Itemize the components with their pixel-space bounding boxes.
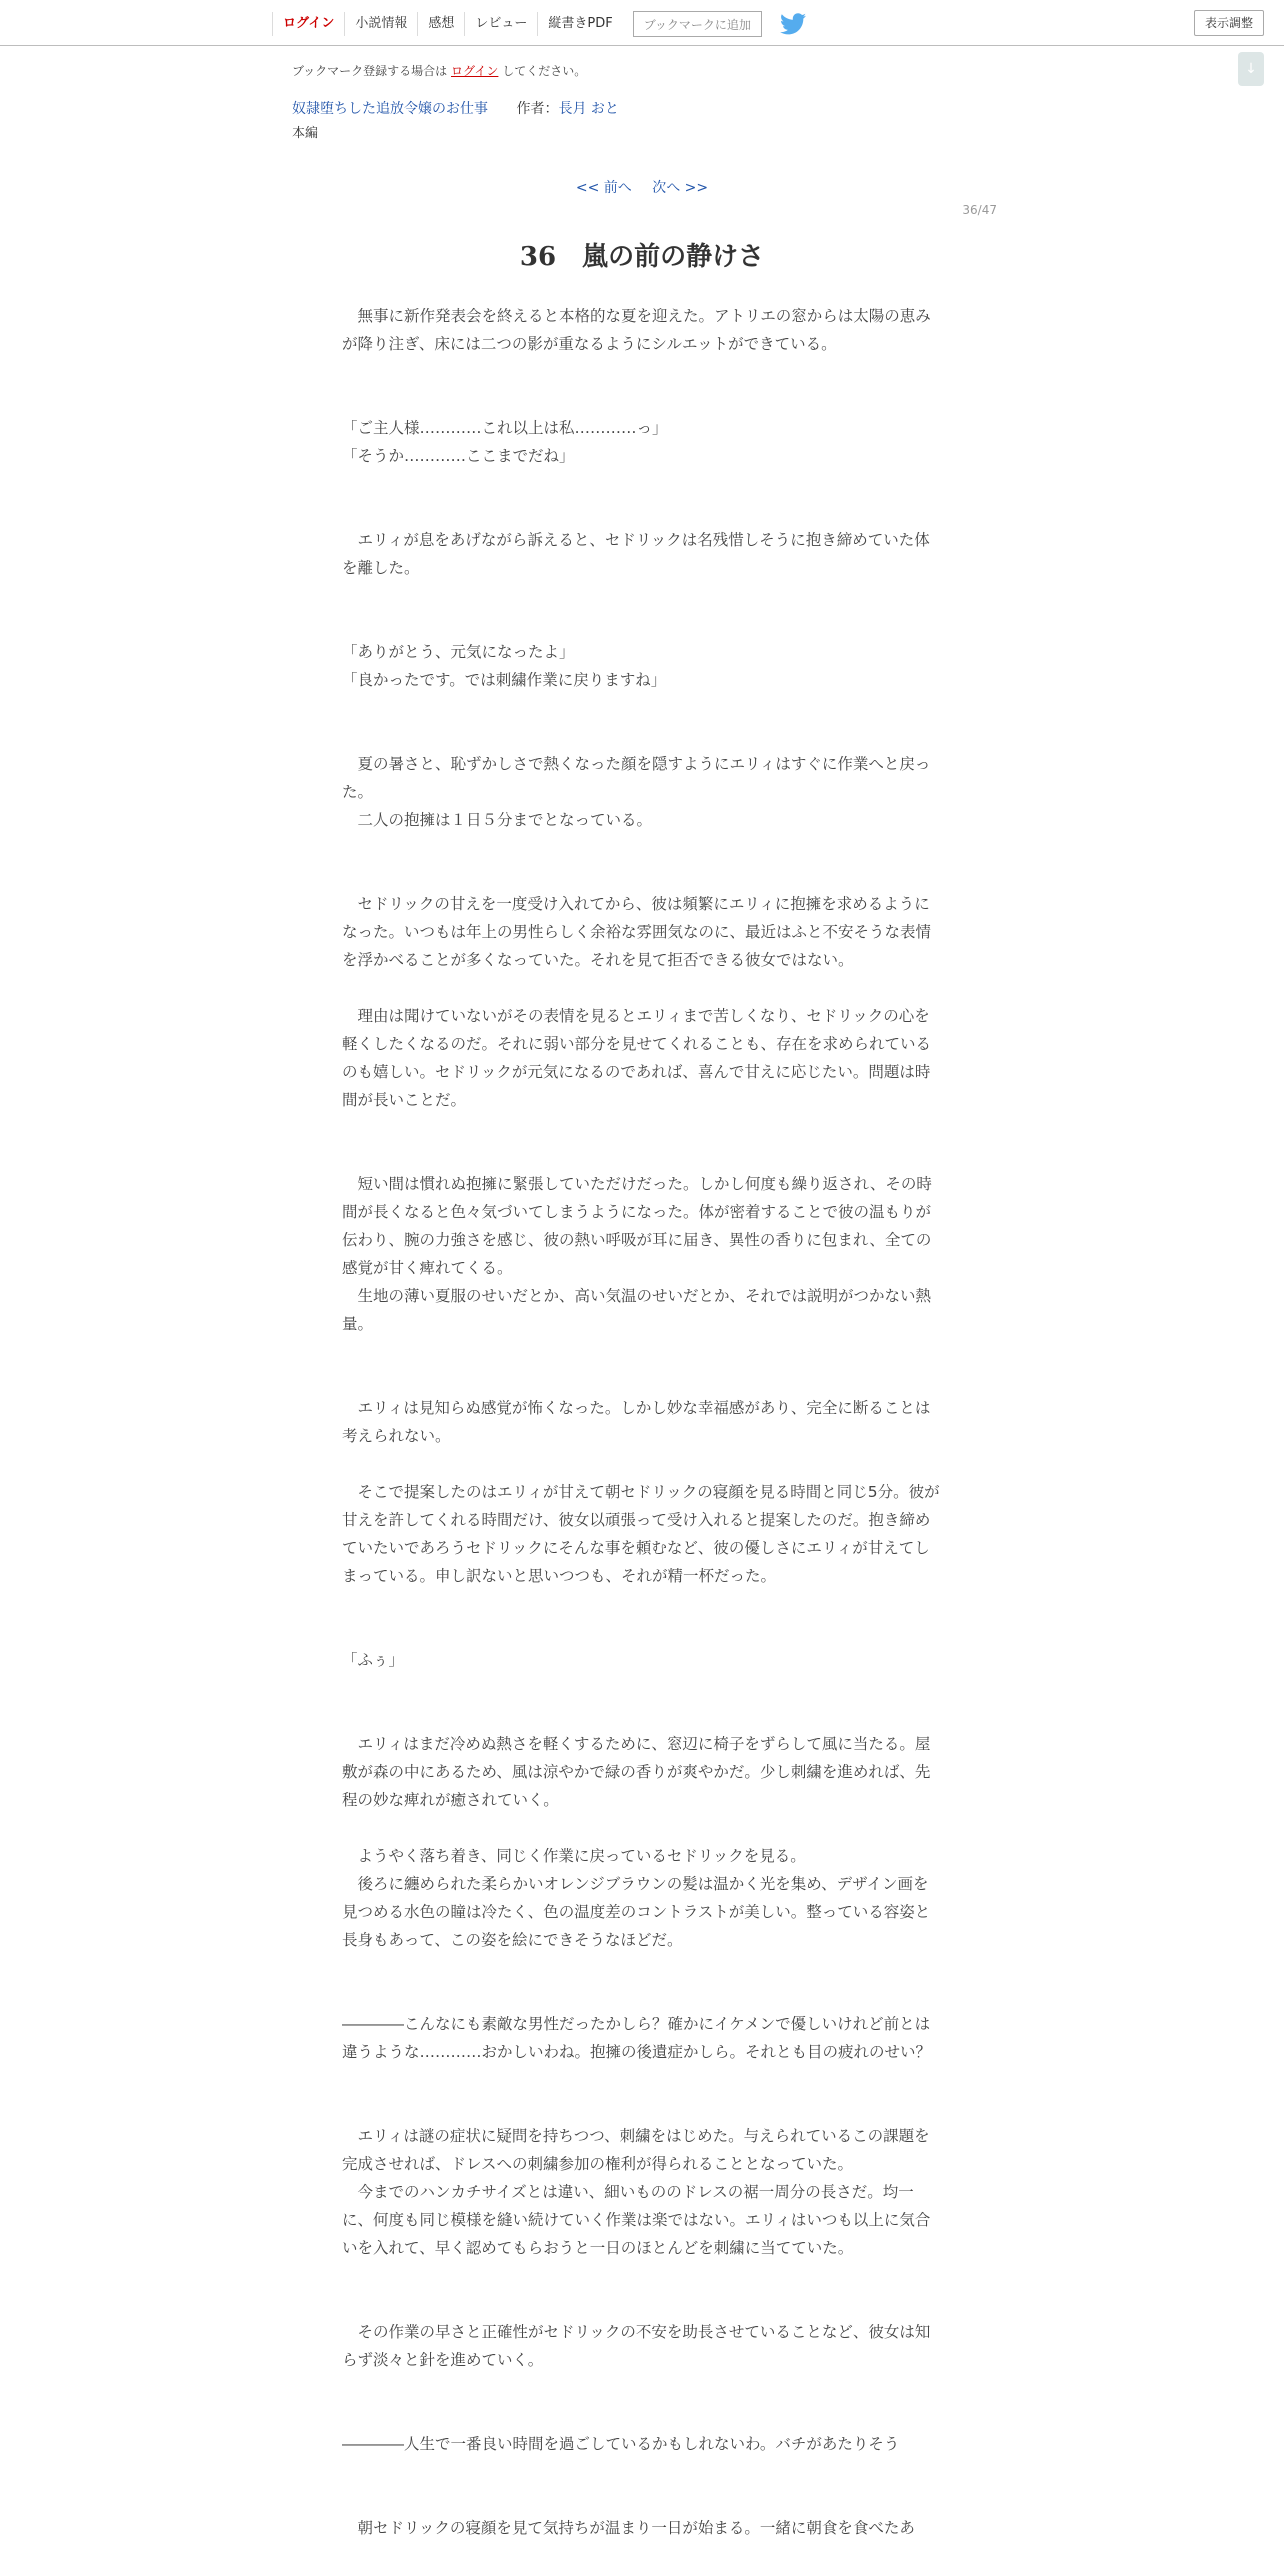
pager bbox=[0, 177, 1284, 197]
impressions-link[interactable]: 感想 bbox=[417, 12, 464, 36]
login-note-link[interactable]: ログイン bbox=[451, 64, 499, 78]
paragraph: 朝セドリックの寝顔を見て気持ちが温まり一日が始まる。一緒に朝食を食べたあ bbox=[342, 2519, 915, 2537]
next-page-link[interactable]: 次へ >> bbox=[652, 180, 709, 196]
scroll-down-button[interactable]: ↓ bbox=[1238, 52, 1264, 86]
chapter-section-label: 本編 bbox=[292, 126, 319, 141]
novel-body-text bbox=[342, 302, 944, 2542]
review-link[interactable]: レビュー bbox=[464, 12, 537, 36]
paragraph: エリィは見知らぬ感覚が怖くなった。しかし妙な幸福感があり、完全に断ることは考えられない。 そこで提案したのはエリィが甘えて朝セドリックの寝顔を見る時間と同じ5分。彼が甘えを許してくれる時間だけ、彼女以頑張って受け入れると提案したのだ。抱き締めていたいであろうセドリックにそんな事を頼むなど、彼の優しさにエリィが甘えてしまっている。申し訳ないと思いつつも、それが精一杯だった。 bbox=[342, 1399, 940, 1585]
novel-info-link[interactable]: 小説情報 bbox=[344, 12, 417, 36]
top-navigation-bar bbox=[0, 0, 1284, 46]
paragraph: エリィは謎の症状に疑問を持ちつつ、刺繍をはじめた。与えられているこの課題を完成させれば、ドレスへの刺繍参加の権利が得られることとなっていた。 今までのハンカチサイズとは違い、細いもののドレスの裾一周分の長さだ。均一に、何度も同じ模様を縫い続けていく作業は楽ではない。エリィはいつも以上に気合いを入れて、早く認めてもらおうと一日のほとんどを刺繍に当てていた。 bbox=[342, 2127, 931, 2257]
page-number: 36/47 bbox=[962, 203, 997, 217]
author-link[interactable]: 長月 おと bbox=[558, 101, 619, 117]
paragraph: 夏の暑さと、恥ずかしさで熱くなった顔を隠すようにエリィはすぐに作業へと戻った。 二人の抱擁は１日５分までとなっている。 bbox=[342, 755, 931, 829]
paragraph: セドリックの甘えを一度受け入れてから、彼は頻繁にエリィに抱擁を求めるようになった。いつもは年上の男性らしく余裕な雰囲気なのに、最近はふと不安そうな表情を浮かべることが多くなっていた。それを見て拒否できる彼女ではない。 理由は聞けていないがその表情を見るとエリィまで苦しくなり、セドリックの心を軽くしたくなるのだ。それに弱い部分を見せてくれることも、存在を求められているのも嬉しい。セドリックが元気になるのであれば、喜んで甘えに応じたい。問題は時間が長いことだ。 bbox=[342, 895, 932, 1109]
paragraph-gap bbox=[342, 1954, 944, 2010]
paragraph-gap bbox=[342, 1674, 944, 1730]
paragraph: その作業の早さと正確性がセドリックの不安を助長させていることなど、彼女は知らず淡々と針を進めていく。 bbox=[342, 2323, 931, 2369]
paragraph: ――――人生で一番良い時間を過ごしているかもしれないわ。バチがあたりそう bbox=[342, 2435, 900, 2453]
paragraph: 「ご主人様…………これ以上は私…………っ」 「そうか…………ここまでだね」 bbox=[342, 419, 668, 465]
paragraph-gap bbox=[342, 1590, 944, 1646]
add-bookmark-button[interactable]: ブックマークに追加 bbox=[633, 11, 762, 37]
display-settings-button[interactable]: 表示調整 bbox=[1194, 10, 1264, 36]
vertical-pdf-link[interactable]: 縦書きPDF bbox=[537, 12, 622, 36]
twitter-bird-icon[interactable] bbox=[780, 13, 806, 35]
paragraph: エリィはまだ冷めぬ熱さを軽くするために、窓辺に椅子をずらして風に当たる。屋敷が森の中にあるため、風は涼やかで緑の香りが爽やかだ。少し刺繍を進めれば、先程の妙な痺れが癒されていく。 ようやく落ち着き、同じく作業に戻っているセドリックを見る。 後ろに纏められた柔らかいオレンジブラウンの髪は温かく光を集め、デザイン画を見つめる水色の瞳は冷たく、色の温度差のコントラストが美しい。整っている容姿と長身もあって、この姿を絵にできそうなほどだ。 bbox=[342, 1735, 931, 1949]
paragraph: 短い間は慣れぬ抱擁に緊張していただけだった。しかし何度も繰り返され、その時間が長くなると色々気づいてしまうようになった。体が密着することで彼の温もりが伝わり、腕の力強さを感じ、彼の熱い呼吸が耳に届き、異性の香りに包まれ、全ての感覚が甘く痺れてくる。 生地の薄い夏服のせいだとか、高い気温のせいだとか、それでは説明がつかない熱量。 bbox=[342, 1175, 932, 1333]
paragraph-gap bbox=[342, 2374, 944, 2430]
nav-menu bbox=[272, 8, 806, 40]
paragraph: ――――こんなにも素敵な男性だったかしら？確かにイケメンで優しいけれど前とは違うような…………おかしいわね。抱擁の後遺症かしら。それとも目の疲れのせい？ bbox=[342, 2015, 932, 2061]
paragraph: 無事に新作発表会を終えると本格的な夏を迎えた。アトリエの窓からは太陽の恵みが降り注ぎ、床には二つの影が重なるようにシルエットができている。 bbox=[342, 307, 931, 353]
chapter-title: 36 嵐の前の静けさ bbox=[519, 242, 765, 272]
novel-title-link[interactable]: 奴隷堕ちした追放令嬢のお仕事 bbox=[292, 101, 488, 117]
paragraph-gap bbox=[342, 2066, 944, 2122]
paragraph-gap bbox=[342, 1114, 944, 1170]
paragraph-gap bbox=[342, 1338, 944, 1394]
login-note-suffix: してください。 bbox=[502, 64, 587, 78]
paragraph-gap bbox=[342, 834, 944, 890]
paragraph: エリィが息をあげながら訴えると、セドリックは名残惜しそうに抱き締めていた体を離した。 bbox=[342, 531, 930, 577]
paragraph-gap bbox=[342, 582, 944, 638]
login-link[interactable]: ログイン bbox=[272, 12, 344, 36]
login-note bbox=[292, 62, 586, 79]
prev-page-link[interactable]: << 前へ bbox=[575, 180, 632, 196]
paragraph: 「ありがとう、元気になったよ」 「良かったです。では刺繍作業に戻りますね」 bbox=[342, 643, 667, 689]
login-note-prefix: ブックマーク登録する場合は bbox=[292, 64, 448, 78]
paragraph-gap bbox=[342, 358, 944, 414]
novel-meta bbox=[292, 98, 619, 118]
author-label: 作者： bbox=[516, 101, 559, 117]
paragraph-gap bbox=[342, 2262, 944, 2318]
paragraph-gap bbox=[342, 470, 944, 526]
paragraph-gap bbox=[342, 694, 944, 750]
paragraph-gap bbox=[342, 2458, 944, 2514]
paragraph: 「ふぅ」 bbox=[342, 1651, 405, 1669]
